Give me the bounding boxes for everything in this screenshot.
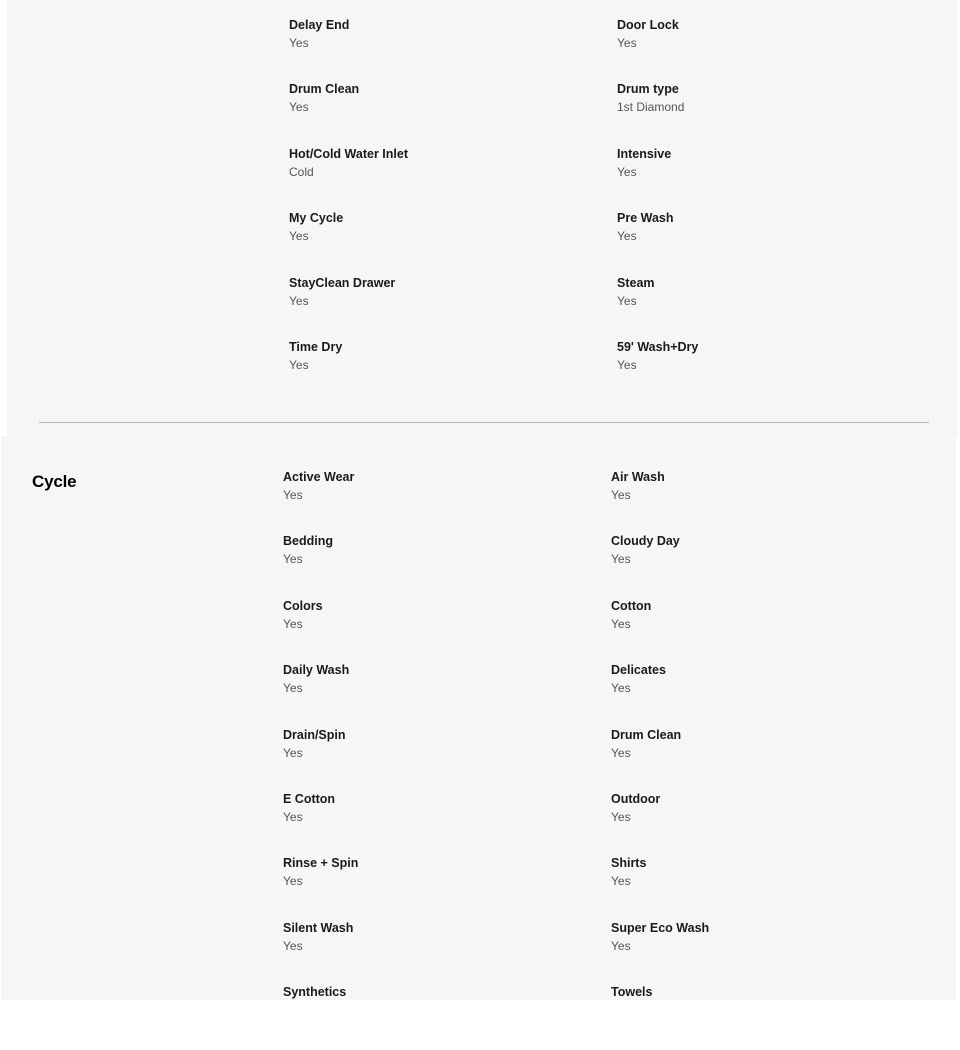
spec-name: Cloudy Day: [611, 534, 680, 549]
spec-item-super-eco-wash: [611, 921, 911, 985]
spec-value: Yes: [289, 36, 309, 50]
spec-name: Cotton: [611, 598, 652, 613]
spec-name: Pre Wash: [617, 211, 674, 226]
spec-name: Colors: [283, 598, 323, 613]
spec-name: Delicates: [611, 663, 666, 678]
spec-name: My Cycle: [289, 211, 344, 226]
spec-value: Yes: [283, 681, 303, 696]
spec-name: Silent Wash: [283, 920, 354, 935]
spec-item-door-lock: [617, 18, 917, 82]
spec-value: Yes: [611, 938, 631, 953]
spec-value: Yes: [283, 552, 303, 567]
spec-name: Synthetics: [283, 985, 347, 1000]
spec-item-daily-wash: [283, 663, 611, 727]
spec-value: Yes: [289, 229, 309, 244]
spec-value: Yes: [611, 616, 631, 631]
spec-item-delay-end: [289, 18, 617, 82]
spec-name: Delay End: [289, 18, 350, 32]
spec-value: Yes: [611, 488, 631, 502]
spec-item-drum-clean: [289, 82, 617, 146]
spec-item-outdoor: [611, 792, 911, 856]
spec-item-my-cycle: [289, 211, 617, 275]
spec-value: Yes: [283, 874, 303, 889]
spec-item-drum-type: [617, 82, 917, 146]
cycle-spec-grid: [283, 470, 911, 1050]
spec-item-cotton: [611, 599, 911, 663]
spec-name: Door Lock: [617, 18, 679, 32]
spec-item-time-dry: [289, 340, 617, 404]
spec-item-bedding: [283, 534, 611, 598]
spec-value: Yes: [617, 357, 637, 372]
spec-name: Time Dry: [289, 339, 343, 354]
spec-value: Yes: [283, 809, 303, 824]
spec-name: Outdoor: [611, 791, 661, 806]
spec-item-silent-wash: [283, 921, 611, 985]
spec-item-air-wash: [611, 470, 911, 534]
spec-value: Yes: [283, 616, 303, 631]
section-divider: [39, 422, 929, 423]
spec-item-cloudy-day: [611, 534, 911, 598]
spec-value: Yes: [611, 681, 631, 696]
spec-name: Rinse + Spin: [283, 856, 359, 871]
spec-name: StayClean Drawer: [289, 275, 396, 290]
spec-item-wash-dry-59: [617, 340, 917, 404]
spec-name: E Cotton: [283, 791, 336, 806]
spec-item-drain-spin: [283, 728, 611, 792]
section-title-cycle: Cycle: [32, 472, 77, 491]
spec-value: 1st Diamond: [617, 100, 685, 115]
spec-name: Steam: [617, 275, 655, 290]
spec-value: Yes: [611, 809, 631, 824]
spec-value: Yes: [283, 745, 303, 760]
spec-item-steam: [617, 276, 917, 340]
spec-value: Yes: [617, 164, 637, 179]
spec-value: Yes: [289, 357, 309, 372]
spec-name: Active Wear: [283, 470, 355, 484]
spec-value: Yes: [611, 745, 631, 760]
spec-name: Shirts: [611, 856, 647, 871]
spec-value: Yes: [617, 293, 637, 308]
spec-name: Hot/Cold Water Inlet: [289, 146, 408, 161]
spec-item-pre-wash: [617, 211, 917, 275]
spec-value: Cold: [289, 164, 314, 179]
spec-name: Drum Clean: [289, 82, 360, 97]
spec-value: Yes: [617, 229, 637, 244]
spec-name: Drum type: [617, 82, 679, 97]
spec-name: Air Wash: [611, 470, 665, 484]
spec-value: Yes: [611, 874, 631, 889]
spec-item-rinse-spin: [283, 856, 611, 920]
spec-name: Drum Clean: [611, 727, 682, 742]
spec-item-colors: [283, 599, 611, 663]
spec-item-shirts: [611, 856, 911, 920]
spec-item-water-inlet: [289, 147, 617, 211]
spec-name: Super Eco Wash: [611, 920, 710, 935]
spec-name: 59' Wash+Dry: [617, 339, 699, 354]
spec-item-delicates: [611, 663, 911, 727]
spec-item-stayclean-drawer: [289, 276, 617, 340]
spec-value: Yes: [289, 100, 309, 115]
spec-value: Yes: [283, 938, 303, 953]
spec-item-drum-clean: [611, 728, 911, 792]
spec-name: Drain/Spin: [283, 727, 346, 742]
spec-name: Bedding: [283, 534, 333, 549]
spec-value: Yes: [283, 488, 303, 502]
spec-item-synthetics: [283, 985, 611, 1049]
spec-item-intensive: [617, 147, 917, 211]
spec-item-e-cotton: [283, 792, 611, 856]
spec-name: Towels: [611, 985, 653, 1000]
spec-value: Yes: [617, 36, 637, 50]
spec-item-towels: [611, 985, 911, 1049]
spec-name: Intensive: [617, 146, 672, 161]
spec-value: Yes: [289, 293, 309, 308]
features-spec-grid: [289, 18, 917, 404]
spec-value: Yes: [611, 552, 631, 567]
spec-item-active-wear: [283, 470, 611, 534]
spec-name: Daily Wash: [283, 663, 350, 678]
